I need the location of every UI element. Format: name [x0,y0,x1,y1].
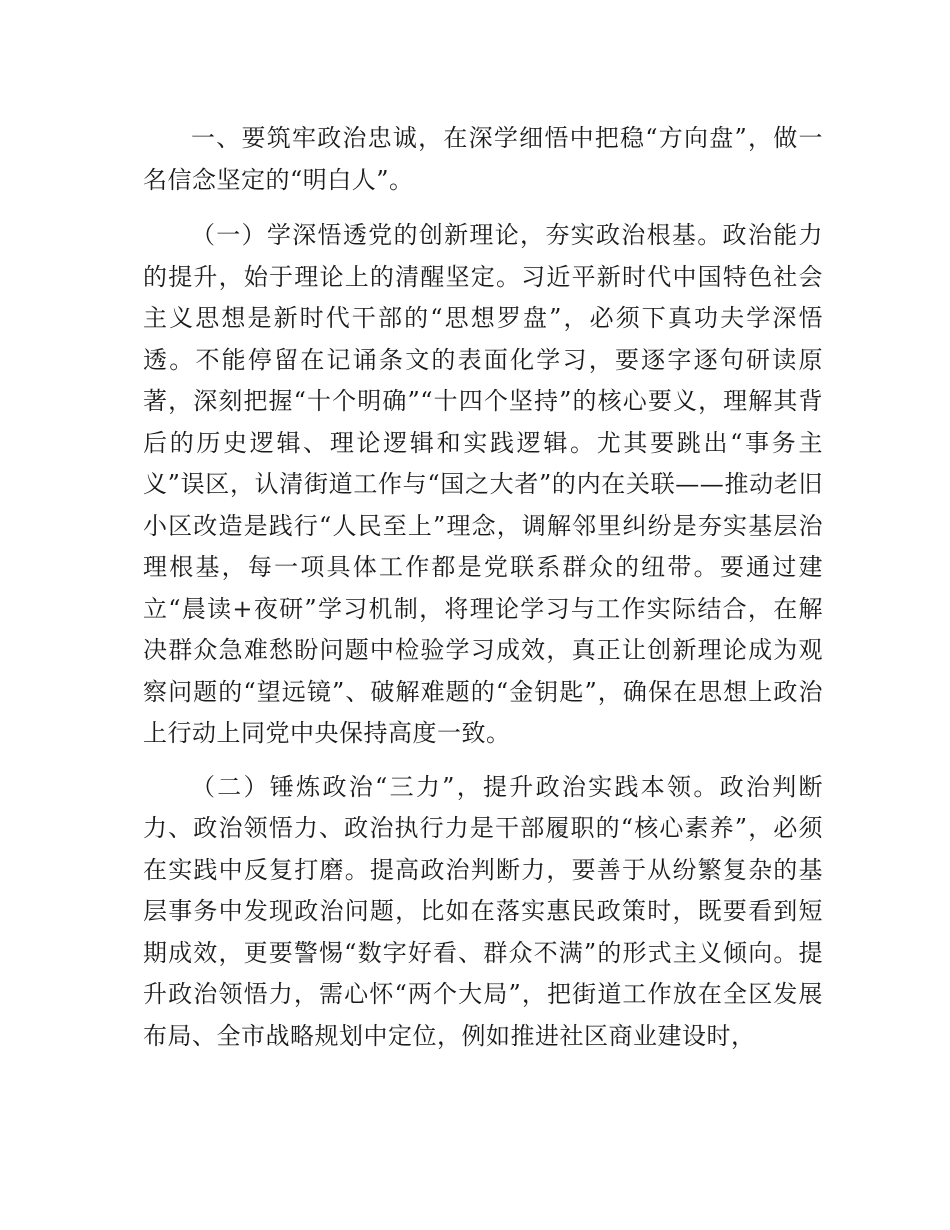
section-heading: 一、要筑牢政治忠诚，在深学细悟中把稳“方向盘”，做一名信念坚定的“明白人”。 [143,124,823,194]
paragraph-theory-study: （一）学深悟透党的创新理论，夯实政治根基。政治能力的提升，始于理论上的清醒坚定。习近平新时代中国特色社会主义思想是新时代干部的“思想罗盘”，必须下真功夫学深悟透。不能停留在记诵条文的表面化学习，要逐字逐句研读原著，深刻把握“十个明确”“十四个坚持”的核心要义，理解其背后的历史逻辑、理论逻辑和实践逻辑。尤其要跳出“事务主义”误区，认清街道工作与“国之大者”的内在关联——推动老旧小区改造是践行“人民至上”理念，调解邻里纠纷是夯实基层治理根基，每一项具体工作都是党联系群众的纽带。要通过建立“晨读+夜研”学习机制，将理论学习与工作实际结合，在解决群众急难愁盼问题中检验学习成效，真正让创新理论成为观察问题的“望远镜”、破解难题的“金钥匙”，确保在思想上政治上行动上同党中央保持高度一致。 [143,221,823,747]
document-body [143,118,823,1069]
paragraph-political-abilities: （二）锤炼政治“三力”，提升政治实践本领。政治判断力、政治领悟力、政治执行力是干部履职的“核心素养”，必须在实践中反复打磨。提高政治判断力，要善于从纷繁复杂的基层事务中发现政治问题，比如在落实惠民政策时，既要看到短期成效，更要警惕“数字好看、群众不满”的形式主义倾向。提升政治领悟力，需心怀“两个大局”，把街道工作放在全区发展布局、全市战略规划中定位，例如推进社区商业建设时， [143,772,823,1050]
